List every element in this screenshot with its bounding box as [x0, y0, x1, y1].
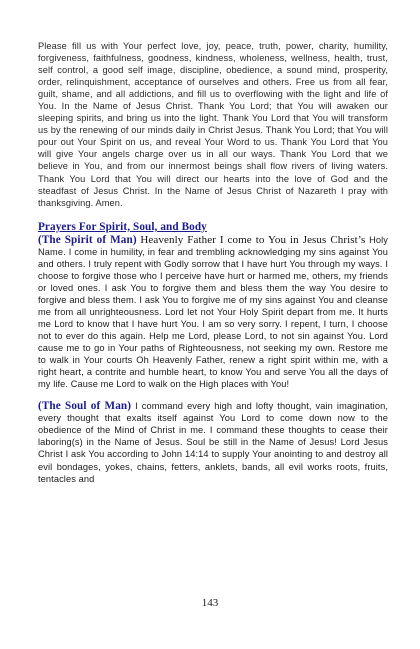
spirit-lead: Heavenly Father I come to You in Jesus Christ’s	[140, 233, 366, 246]
spirit-label: (The Spirit of Man)	[38, 233, 137, 246]
page-text	[38, 40, 388, 485]
page-number: 143	[201, 597, 219, 609]
section-heading: Prayers For Spirit, Soul, and Body	[38, 220, 207, 233]
soul-label: (The Soul of Man)	[38, 400, 132, 413]
spirit-body: Holy Name. I come in humility, in fear and trembling acknowledging my sins against You and others. I truly repent with Godly sorrow that I have hurt You through my ways. I choose to forgive those who I perceive have hurt or harmed me, others, my friends or loved ones. I ask You to forgive them and bless them the way You desire to forgive and bless them. I ask You to forgive me of my sins against You and cleanse me from all unrighteousness. Lord let not Your Holy Spirit depart from me. It hurts me Lord to know that I have hurt You. I am so very sorry. I repent, I turn, I choose not to ever do this again. Help me Lord, please Lord, to not sin against You. Lord cause me to go in Your paths of Righteousness, not seeking my own. Restore me to walk in Your courts Oh Heavenly Father, renew a right spirit within me, with a right heart, a contrite and humble heart, to know You and serve You all the days of my life. Cause me Lord to walk on the High places with You!	[38, 234, 389, 390]
soul-body: I command every high and lofty thought, vain imagination, every thought that exalts itself against You Lord to come down now to the obedience of the Mind of Christ in me. I command these thoughts to cease their laboring(s) in the Name of Jesus. Soul be still in the Name of Jesus! Lord Jesus Christ I ask You according to John 14:14 to supply Your anointing to and destroy all evil bondages, yokes, chains, fetters, anklets, bands, all evil works roots, fruits, tentacles and	[38, 401, 388, 484]
soul-paragraph	[38, 400, 388, 484]
spirit-paragraph	[38, 234, 388, 391]
opening-paragraph: Please fill us with Your perfect love, joy, peace, truth, power, charity, humility, forgiveness, faithfulness, goodness, kindness, wholeness, wellness, health, trust, self control, a good self image, discipline, obedience, a sound mind, prosperity, order, relinquishment, acceptance of ourselves and others. Free us from all fear, guilt, shame, and all addictions, and fill us to overflowing with the light and life of You. In the Name of Jesus Christ. Thank You Lord; that You will awaken our sleeping spirits, and bring us into the light. Thank You Lord that You will transform us by the renewing of our minds daily in Christ Jesus. Thank You Lord; that You will pour out Your Spirit on us, and reveal Your Word to us. Thank You Lord that You will give Your angels charge over us in all our ways. Thank You Lord that we believe in You, and from our innermost beings shall flow rivers of living waters. Thank You Lord that You will direct our hearts into the love of God and the steadfast of Jesus Christ. In the Name of Jesus Christ of Nazareth I pray with thanksgiving. Amen.	[38, 41, 388, 208]
